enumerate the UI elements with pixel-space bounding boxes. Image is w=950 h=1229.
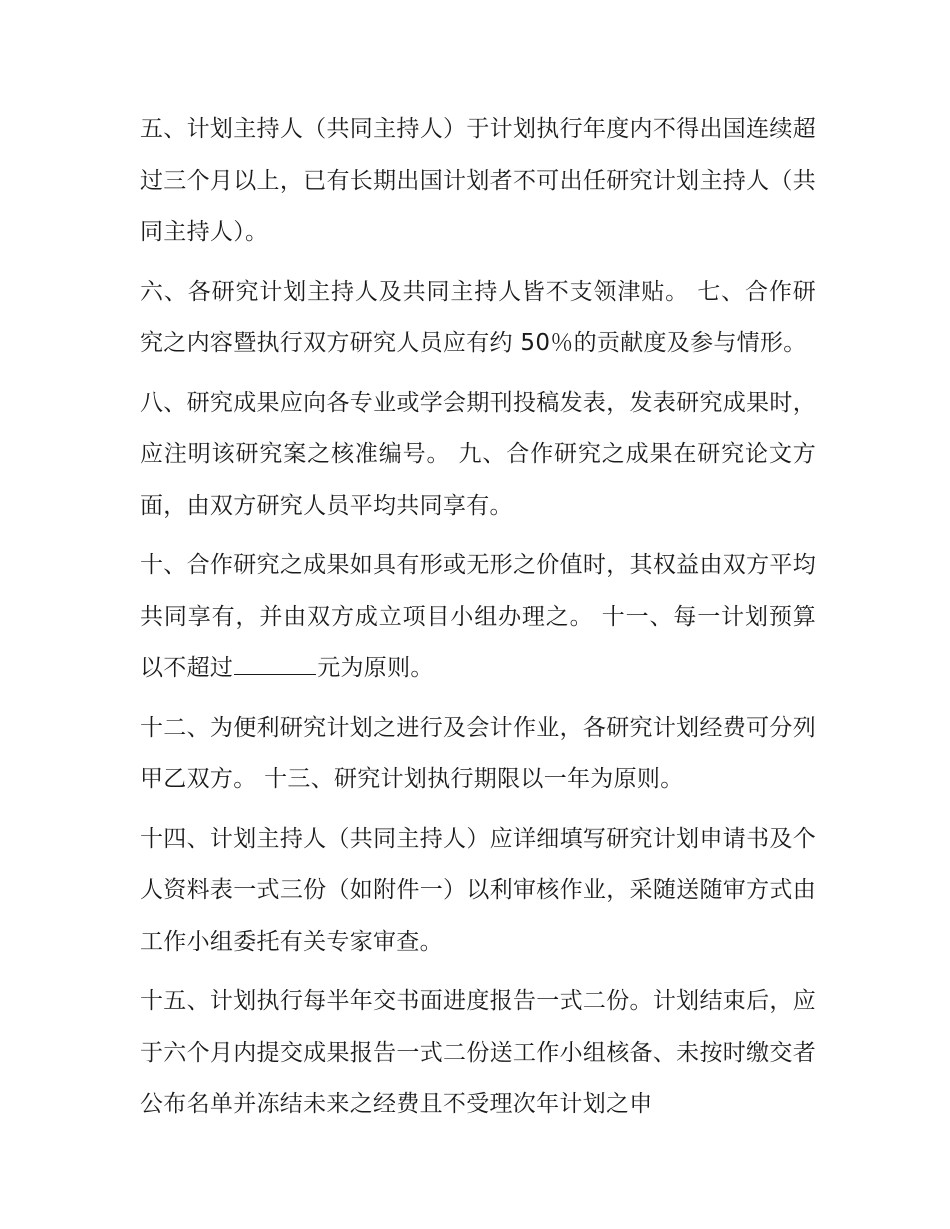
clause-6-7: 六、各研究计划主持人及共同主持人皆不支领津贴。 七、合作研究之内容暨执行双方研究人员应有约 50％的贡献度及参与情形。	[140, 278, 816, 356]
clause-14: 十四、计划主持人（共同主持人）应详细填写研究计划申请书及个人资料表一式三份（如附件一）以利审核作业，采随送随审方式由工作小组委托有关专家审查。	[140, 825, 816, 955]
clause-10-11	[140, 540, 816, 695]
clause-10-11-text: 十、合作研究之成果如具有形或无形之价值时，其权益由双方平均共同享有，并由双方成立项目小组办理之。 十一、每一计划预算以不超过	[140, 552, 816, 681]
clause-8-9: 八、研究成果应向各专业或学会期刊投稿发表，发表研究成果时，应注明该研究案之核准编号。 九、合作研究之成果在研究论文方面，由双方研究人员平均共同享有。	[140, 389, 816, 519]
clause-12-13: 十二、为便利研究计划之进行及会计作业，各研究计划经费可分列甲乙双方。 十三、研究计划执行期限以一年为原则。	[140, 714, 816, 792]
budget-blank-line	[234, 654, 316, 675]
clause-15: 十五、计划执行每半年交书面进度报告一式二份。计划结束后，应于六个月内提交成果报告一式二份送工作小组核备、未按时缴交者公布名单并冻结未来之经费且不受理次年计划之申	[140, 988, 816, 1117]
clause-5: 五、计划主持人（共同主持人）于计划执行年度内不得出国连续超过三个月以上，已有长期出国计划者不可出任研究计划主持人（共同主持人）。	[140, 116, 816, 245]
clause-11-suffix: 元为原则。	[317, 655, 434, 681]
document-body	[140, 104, 816, 1139]
